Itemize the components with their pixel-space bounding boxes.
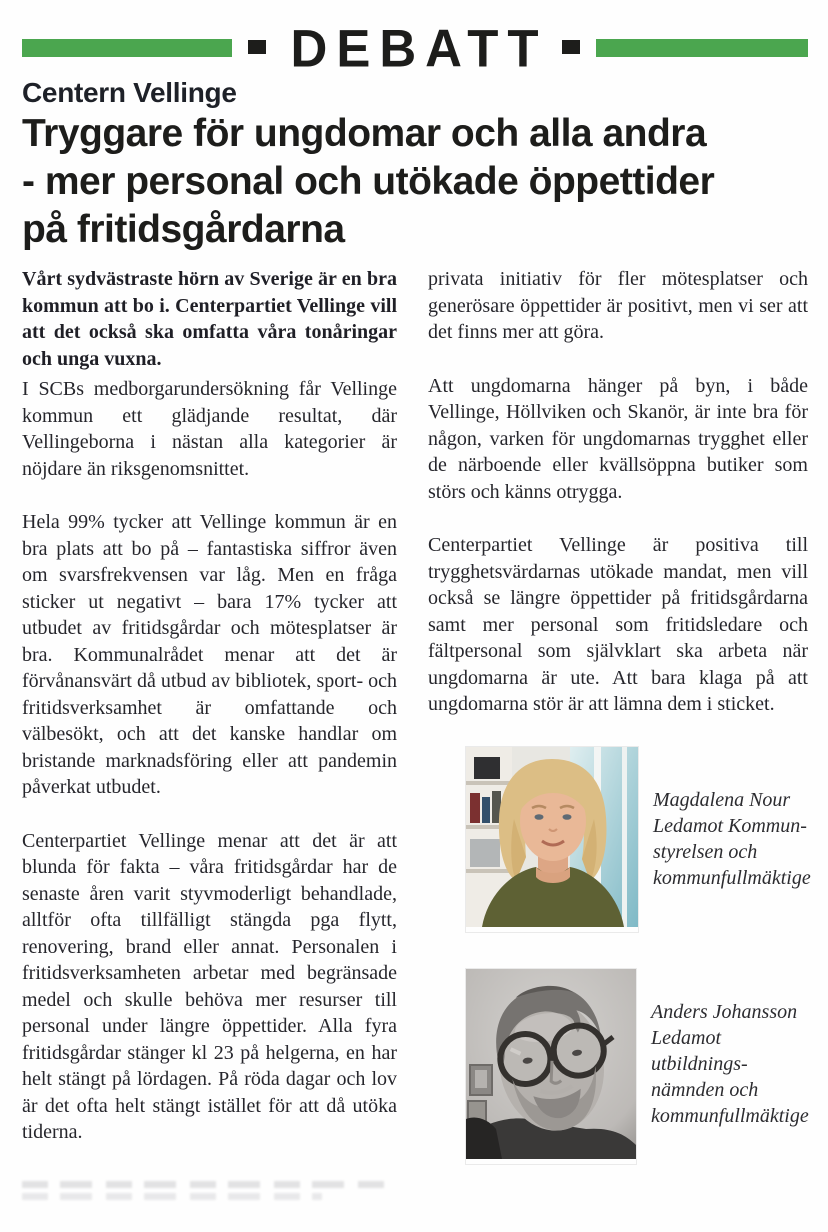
debatt-dash-left xyxy=(248,40,266,54)
caption-line: kommunfullmäktige xyxy=(653,866,811,889)
debatt-dash-right xyxy=(562,40,580,54)
portrait-anders-johansson-photo xyxy=(466,969,636,1164)
headline-line-2: - mer personal och utökade öppettider xyxy=(22,160,715,203)
headline-line-1: Tryggare för ungdomar och alla andra xyxy=(22,112,707,155)
right-column xyxy=(428,266,811,1173)
debatt-masthead xyxy=(22,20,808,76)
caption-line: styrelsen och xyxy=(653,840,758,863)
caption-line: kommunfullmäktige xyxy=(651,1104,809,1127)
paragraph: privata initiativ för fler mötesplatser och generösare öppettider är positivt, men vi ser att det finns mer att göra. xyxy=(428,268,808,343)
caption-line: Ledamot xyxy=(651,1026,721,1049)
paragraph: I SCBs medborgarundersökning får Vellinge kommun ett glädjande resultat, där Vellingeborna i nästan alla kategorier är nöjdare än riksgenomsnittet. xyxy=(22,378,397,480)
article-kicker: Centern Vellinge xyxy=(22,77,237,108)
left-column xyxy=(22,266,397,1173)
author-block-anders xyxy=(428,969,808,1164)
article-body xyxy=(22,266,811,1173)
article-headline xyxy=(22,110,808,254)
caption-line: nämnden och xyxy=(651,1078,759,1101)
headline-line-3: på fritidsgårdarna xyxy=(22,208,345,251)
scan-artifact-cutoff-line xyxy=(22,1181,394,1188)
paragraph: Centerpartiet Vellinge är positiva till trygghetsvärdarnas utökade mandat, men vill också se längre öppettider på fritidsgårdarna samt mer personal som fritidsledare och fältpersonal som självklart ska arbeta när ungdomarna är ute. Att bara klaga på att ungdomarna stör är att lämna dem i sticket. xyxy=(428,534,808,715)
paragraph: Att ungdomarna hänger på byn, i både Vellinge, Höllviken och Skanör, är inte bra för någon, varken för ungdomarnas trygghet eller de närboende eller kvällsöppna butiker som störs och känns otrygga. xyxy=(428,374,808,503)
author-block-magdalena xyxy=(428,747,811,932)
lead-paragraph: Vårt sydvästraste hörn av Sverige är en bra kommun att bo i. Centerpartiet Vellinge vill att det också ska omfatta våra tonåringar och unga vuxna. xyxy=(22,268,397,370)
section-title: DEBATT xyxy=(290,18,548,78)
green-bar-right xyxy=(596,39,808,57)
caption-line: Ledamot Kommun- xyxy=(653,814,807,837)
portrait-anders-johansson xyxy=(466,969,636,1159)
scan-artifact-cutoff-line xyxy=(22,1193,322,1200)
paragraph: Centerpartiet Vellinge menar att det är att blunda för fakta – våra fritidsgårdar har de senaste åren varit styvmoderligt behandlade, alltför ofta tillfälligt stängda pga flytt, renovering, brand eller annat. Personalen i fritidsverksamheten arbetar med begränsade medel och skulle behöva mer resurser till personal under längre öppettider. Alla fyra fritidsgårdar stänger kl 23 på helgerna, en har helt stängt på lördagen. På röda dagar och lov är det ofta helt stängt istället för att då utöka tiderna. xyxy=(22,829,397,1143)
caption-line: Anders Johansson xyxy=(651,1000,798,1023)
author-caption-magdalena xyxy=(653,787,811,932)
paragraph: Hela 99% tycker att Vellinge kommun är en bra plats att bo på – fantastiska siffror även om svarsfrekvensen var låg. Men en fråga sticker ut negativt – bara 17% tycker att utbudet av fritidsgårdar och mötesplatser är bra. Kommunalrådet menar att det är förvånansvärt då utbud av bibliotek, sport- och fritidsverksamhet är omfattande och välbesökt, och att det kanske handlar om bristande marknadsföring eller att pandemin påverkat utbudet. xyxy=(22,511,397,798)
green-bar-left xyxy=(22,39,232,57)
caption-line: utbildnings- xyxy=(651,1052,748,1075)
caption-line: Magdalena Nour xyxy=(653,788,791,811)
portrait-magdalena-nour-photo xyxy=(466,747,638,932)
portrait-magdalena-nour xyxy=(466,747,638,927)
author-caption-anders xyxy=(651,999,809,1164)
